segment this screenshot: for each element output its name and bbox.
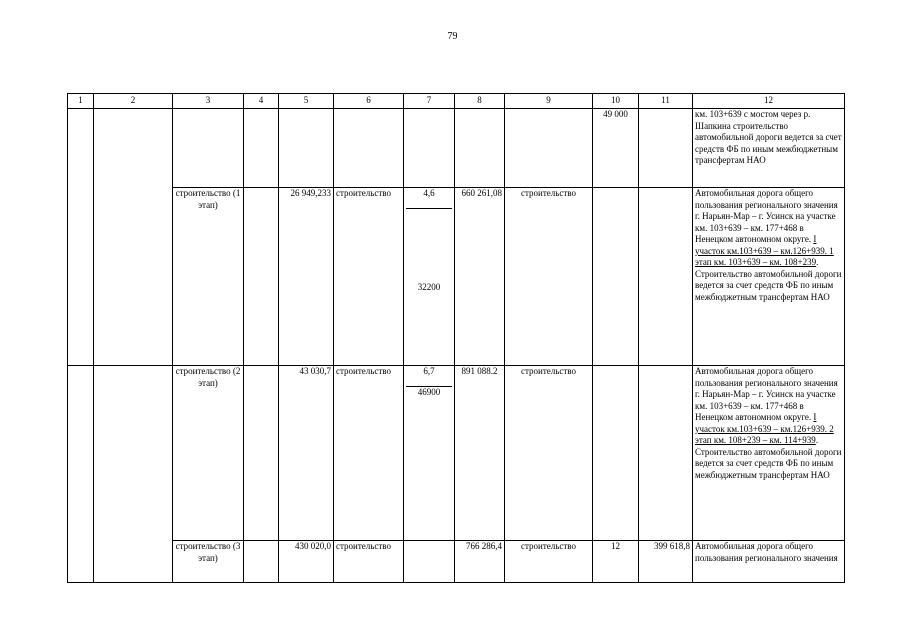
table-cell: 12 bbox=[593, 541, 639, 583]
header-cell: 7 bbox=[404, 94, 455, 109]
table-cell bbox=[455, 109, 505, 188]
description-text: . Строительство автомобильной дороги ведется за счет средств ФБ по иным межбюджетным трансфертам НАО bbox=[695, 435, 842, 480]
work-type-cell: строительство (3 этап) bbox=[173, 541, 244, 583]
description-cell: км. 103+639 с мостом через р. Шапкина строительство автомобильной дороги ведется за счет средств ФБ по иным межбюджетным трансфертам НАО bbox=[693, 109, 845, 188]
description-cell: Автомобильная дорога общего пользования регионального значения bbox=[693, 541, 845, 583]
work-type-cell: строительство bbox=[505, 188, 593, 366]
value-cell: 399 618,8 bbox=[639, 541, 693, 583]
description-cell bbox=[693, 188, 845, 366]
header-cell: 4 bbox=[244, 94, 279, 109]
table-cell bbox=[639, 188, 693, 366]
value-cell: 43 030,7 bbox=[279, 366, 334, 541]
header-cell: 2 bbox=[94, 94, 173, 109]
split-top-value: 6,7 bbox=[406, 366, 452, 387]
work-type-cell: строительство bbox=[334, 188, 404, 366]
page-number: 79 bbox=[447, 31, 458, 42]
value-cell: 766 286,4 bbox=[455, 541, 505, 583]
table-cell bbox=[244, 366, 279, 541]
table-cell bbox=[334, 109, 404, 188]
header-cell: 5 bbox=[279, 94, 334, 109]
header-cell: 12 bbox=[693, 94, 845, 109]
work-type-cell: строительство bbox=[334, 366, 404, 541]
table-cell bbox=[404, 541, 455, 583]
table-cell bbox=[593, 366, 639, 541]
description-text: Автомобильная дорога общего пользования регионального значения г. Нарьян-Мар – г. Усинск на участке км. 103+639 – км. 177+468 в Ненецком автономном округе. bbox=[695, 366, 838, 422]
table-row bbox=[68, 366, 845, 541]
table-cell bbox=[505, 109, 593, 188]
work-type-cell: строительство bbox=[334, 541, 404, 583]
table-cell bbox=[244, 188, 279, 366]
data-table bbox=[67, 93, 845, 583]
value-cell: 26 949,233 bbox=[279, 188, 334, 366]
description-text: Автомобильная дорога общего пользования регионального значения г. Нарьян-Мар – г. Усинск на участке км. 103+639 – км. 177+468 в Ненецком автономном округе. bbox=[695, 188, 838, 244]
header-cell: 11 bbox=[639, 94, 693, 109]
split-cell bbox=[404, 188, 455, 366]
table-cell bbox=[279, 109, 334, 188]
header-cell: 10 bbox=[593, 94, 639, 109]
value-cell: 891 088.2 bbox=[455, 366, 505, 541]
description-text: . Строительство автомобильной дороги ведется за счет средств ФБ по иным межбюджетным трансфертам НАО bbox=[695, 257, 842, 302]
table-cell bbox=[68, 109, 94, 366]
table-cell bbox=[173, 109, 244, 188]
description-cell bbox=[693, 366, 845, 541]
value-cell: 430 020,0 bbox=[279, 541, 334, 583]
table-cell bbox=[639, 366, 693, 541]
table-cell bbox=[404, 109, 455, 188]
table-row bbox=[68, 109, 845, 188]
header-cell: 6 bbox=[334, 94, 404, 109]
split-cell bbox=[404, 366, 455, 541]
description-underlined: I участок км.103+639 – км.126+939. 2 этап км. 108+239 – км. 114+939 bbox=[695, 412, 834, 445]
table-row bbox=[68, 188, 845, 366]
table-cell bbox=[94, 109, 173, 366]
table-cell bbox=[94, 366, 173, 583]
header-cell: 8 bbox=[455, 94, 505, 109]
table-cell bbox=[68, 366, 94, 583]
table-cell bbox=[639, 109, 693, 188]
work-type-cell: строительство (1 этап) bbox=[173, 188, 244, 366]
table-cell bbox=[244, 541, 279, 583]
description-underlined: I участок км.103+639 – км.126+939. 1 этап км. 103+639 – км. 108+239 bbox=[695, 234, 834, 267]
table-cell bbox=[244, 109, 279, 188]
header-cell: 9 bbox=[505, 94, 593, 109]
header-cell: 3 bbox=[173, 94, 244, 109]
split-bottom-value: 46900 bbox=[417, 387, 441, 397]
split-bottom-value: 32200 bbox=[417, 282, 441, 292]
split-top-value: 4,6 bbox=[406, 188, 452, 209]
work-type-cell: строительство (2 этап) bbox=[173, 366, 244, 541]
table-cell bbox=[593, 188, 639, 366]
work-type-cell: строительство bbox=[505, 541, 593, 583]
work-type-cell: строительство bbox=[505, 366, 593, 541]
header-cell: 1 bbox=[68, 94, 94, 109]
value-cell: 660 261,08 bbox=[455, 188, 505, 366]
table-row bbox=[68, 541, 845, 583]
table-cell: 49 000 bbox=[593, 109, 639, 188]
table-header-row bbox=[68, 94, 845, 109]
